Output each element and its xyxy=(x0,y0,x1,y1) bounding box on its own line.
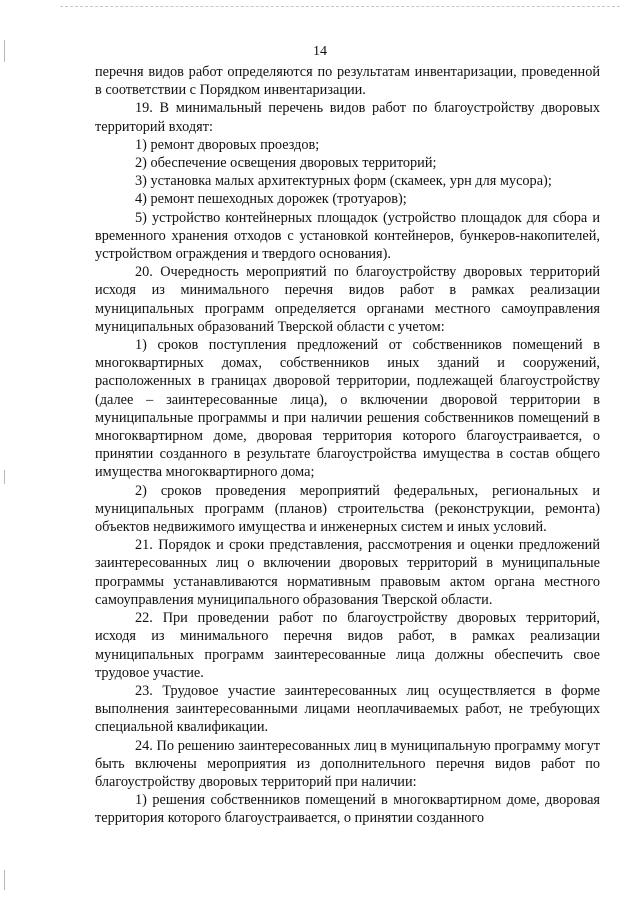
paragraph: 19. В минимальный перечень видов работ по благоустройству дворовых территорий входят: xyxy=(95,100,600,135)
paragraph: 23. Трудовое участие заинтересованных лиц осуществляется в форме выполнения заинтересованными лицами неоплачиваемых работ, не требующих специальной квалификации. xyxy=(95,682,600,736)
paragraph: 3) установка малых архитектурных форм (скамеек, урн для мусора); xyxy=(135,173,552,190)
paragraph: 22. При проведении работ по благоустройству дворовых территорий, исходя из минимального перечня видов работ, в рамках реализации муниципальных программ заинтересованные лица должны обеспечить свое трудовое участие. xyxy=(95,610,600,681)
document-body xyxy=(95,63,600,828)
paragraph: 5) устройство контейнерных площадок (устройство площадок для сбора и временного хранения отходов с установкой контейнеров, бункеров-накопителей, устройством ограждения и твердого основания). xyxy=(95,209,600,263)
paragraph: 1) сроков поступления предложений от собственников помещений в многоквартирных домах, собственников иных зданий и сооружений, расположенных в границах дворовой территории, подлежащей благоустройству (далее – заинтересованные лица), о включении дворовой территории в муниципальные программы и при наличии решения собственников помещений в многоквартирном доме, дворовая территория которого благоустраивается, о принятии созданного в результате благоустройства имущества в состав общего имущества многоквартирного дома; xyxy=(95,337,600,481)
scan-margin-mark xyxy=(4,870,5,890)
paragraph: 20. Очередность мероприятий по благоустройству дворовых территорий исходя из минимального перечня видов работ в рамках реализации муниципальных программ определяется органами местного самоуправления муниципальных образований Тверской области с учетом: xyxy=(95,264,600,335)
paragraph: 21. Порядок и сроки представления, рассмотрения и оценки предложений заинтересованных лиц о включении дворовых территорий в муниципальные программы устанавливаются нормативным правовым актом органа местного самоуправления муниципального образования Тверской области. xyxy=(95,537,600,608)
paragraph: 1) ремонт дворовых проездов; xyxy=(135,136,320,153)
paragraph: 24. По решению заинтересованных лиц в муниципальную программу могут быть включены мероприятия из дополнительного перечня видов работ по благоустройству дворовых территорий при наличии: xyxy=(95,737,600,790)
paragraph: 1) решения собственников помещений в многоквартирном доме, дворовая территория которого благоустраивается, о принятии созданного xyxy=(95,792,600,827)
paragraph: перечня видов работ определяются по результатам инвентаризации, проведенной в соответствии с Порядком инвентаризации. xyxy=(95,64,600,99)
scan-margin-mark xyxy=(4,470,5,484)
page-number: 14 xyxy=(313,44,327,59)
scan-edge-line xyxy=(60,6,620,7)
paragraph: 4) ремонт пешеходных дорожек (тротуаров); xyxy=(135,191,407,208)
paragraph: 2) сроков проведения мероприятий федеральных, региональных и муниципальных программ (планов) строительства (реконструкции, ремонта) объектов недвижимого имущества и инженерных систем и иных условий. xyxy=(95,482,600,536)
paragraph: 2) обеспечение освещения дворовых территорий; xyxy=(135,155,437,172)
